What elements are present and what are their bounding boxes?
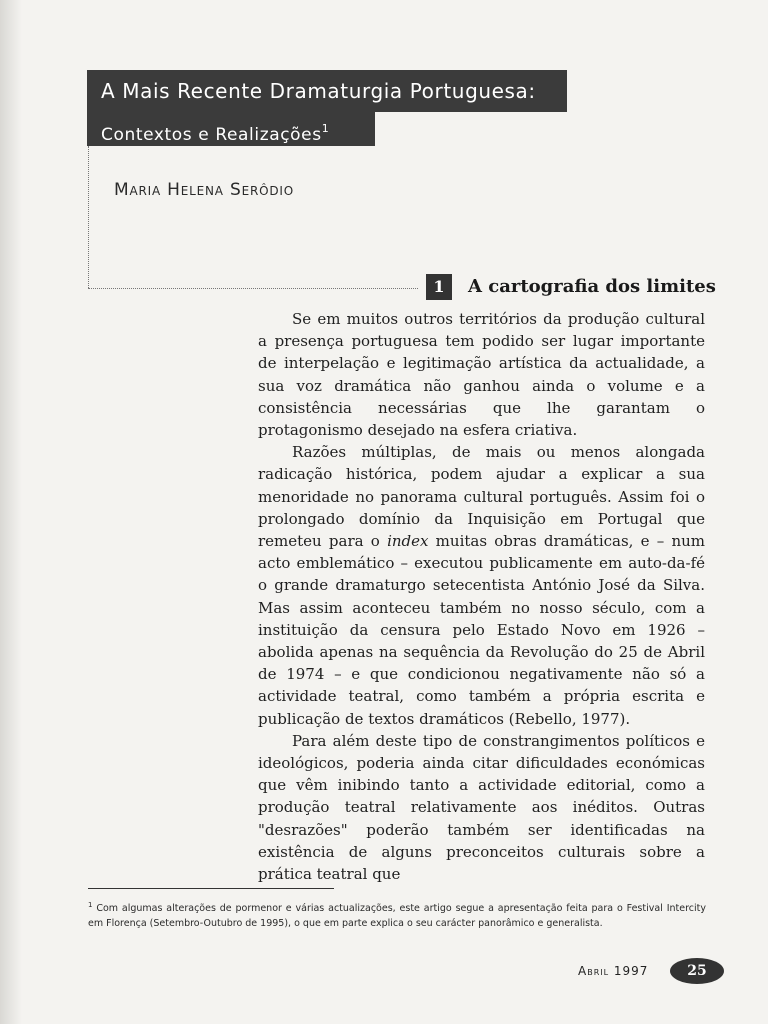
article-subtitle-text: Contextos e Realizações <box>101 125 322 145</box>
dotted-rule-horizontal <box>88 288 418 289</box>
paragraph-3: Para além deste tipo de constrangimentos políticos e ideológicos, poderia ainda citar dificuldades económicas que vêm inibindo tanto a actividade editorial, como a produção teatral relativamente aos inéditos. Outras "desrazões" poderão também ser identificadas na existência de alguns preconceitos culturais sobre a prática teatral que <box>258 731 705 884</box>
page-number-badge: 25 <box>670 958 724 984</box>
section-heading: A cartografia dos limites <box>468 276 716 297</box>
paragraph-2-start: Razões múltiplas, de mais ou menos alongada radicação histórica, podem ajudar a explicar a sua menoridade no panorama cultural português. Assim foi o prolongado domínio da Inquisição em Portugal que remeteu para o <box>258 443 705 551</box>
paragraph-2 <box>258 441 705 730</box>
article-title: A Mais Recente Dramaturgia Portuguesa: <box>87 70 567 112</box>
footnote <box>88 898 706 931</box>
article-title-block <box>87 70 567 146</box>
article-subtitle <box>87 112 375 146</box>
page-edge-shadow <box>0 0 22 1024</box>
article-body <box>258 308 705 885</box>
dotted-rule-vertical <box>88 146 89 288</box>
section-number-badge: 1 <box>426 274 452 300</box>
italic-term-index: index <box>387 532 429 551</box>
author-name: Maria Helena Serôdio <box>114 180 294 200</box>
paragraph-2-rest: muitas obras dramáticas, e – num acto emblemático – executou publicamente em auto-da-fé o grande dramaturgo setecentista António José da Silva. Mas assim aconteceu também no nosso século, com a instituição da censura pelo Estado Novo em 1926 – abolida apenas na sequência da Revolução do 25 de Abril de 1974 – e que condicionou negativamente não só a actividade teatral, como também a própria escrita e publicação de textos dramáticos (Rebello, 1977). <box>258 532 705 728</box>
title-footnote-mark[interactable]: 1 <box>321 122 330 135</box>
footnote-mark: 1 <box>88 901 93 909</box>
footnote-separator <box>88 888 334 889</box>
footnote-text: Com algumas alterações de pormenor e várias actualizações, este artigo segue a apresentação feita para o Festival Intercity em Florença (Setembro-Outubro de 1995), o que em parte explica o seu carácter panorâmico e generalista. <box>88 903 706 930</box>
footer-date: Abril 1997 <box>578 964 649 978</box>
paragraph-1: Se em muitos outros territórios da produção cultural a presença portuguesa tem podido ser lugar importante de interpelação e legitimação artística da actualidade, a sua voz dramática não ganhou ainda o volume e a consistência necessárias que lhe garantam o protagonismo desejado na esfera criativa. <box>258 310 705 440</box>
